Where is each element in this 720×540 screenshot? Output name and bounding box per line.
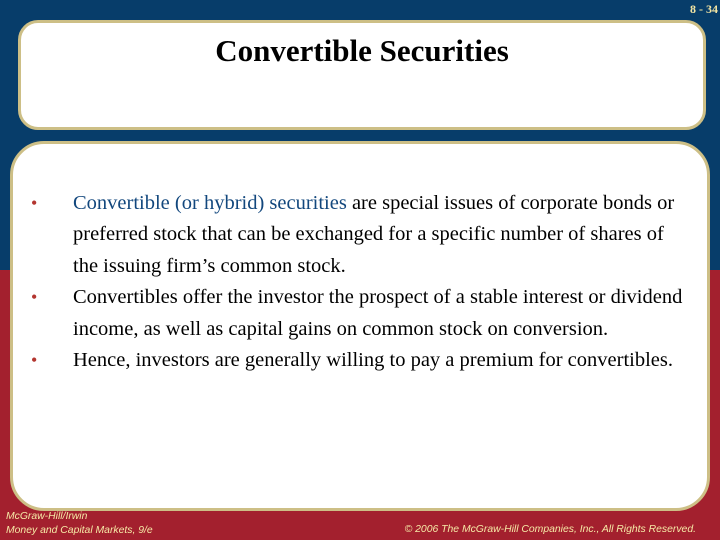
bullet-text: Convertibles offer the investor the prospect of a stable interest or dividend income, as well as capital gains on common stock on conversion. [73, 286, 683, 340]
bullet-dot-icon: • [31, 350, 38, 371]
slide-title: Convertible Securities [215, 33, 509, 68]
footer-copyright: © 2006 The McGraw-Hill Companies, Inc., All Rights Reserved. [404, 524, 696, 535]
bullet-text: are special issues of corporate bonds or preferred stock that can be exchanged for a specific number of shares of the issuing firm’s common stock. [73, 192, 675, 277]
footer-publisher: McGraw-Hill/Irwin [6, 511, 88, 522]
title-box [18, 20, 706, 130]
slide-number: 8 - 34 [690, 2, 718, 16]
bullet-item-3 [27, 345, 692, 376]
key-term: Convertible (or hybrid) securities [73, 192, 347, 214]
bullet-text: Hence, investors are generally willing to pay a premium for convertibles. [73, 349, 673, 372]
footer-left [6, 510, 153, 538]
bullet-list [27, 188, 692, 376]
bullet-item-1 [27, 188, 692, 282]
bullet-dot-icon: • [31, 287, 38, 308]
content-box [10, 141, 710, 511]
bullet-dot-icon: • [31, 193, 38, 213]
footer-book-title: Money and Capital Markets, 9/e [6, 525, 153, 536]
bullet-item-2 [27, 282, 692, 345]
